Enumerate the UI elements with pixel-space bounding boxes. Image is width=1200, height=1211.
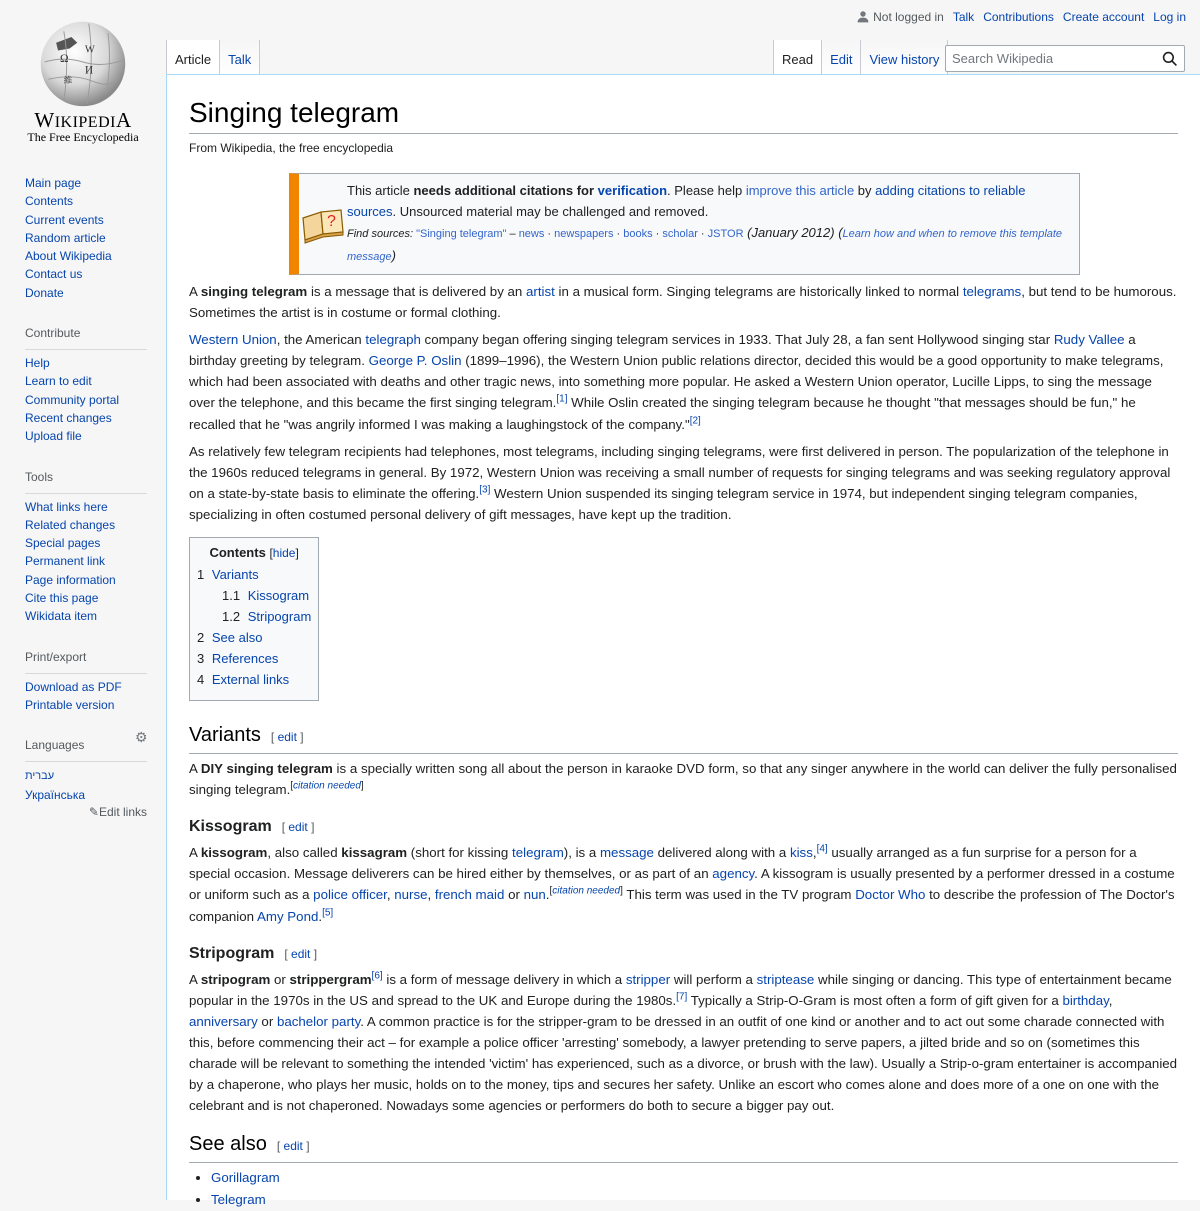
sidebar-item-current-events[interactable]: Current events	[25, 212, 104, 227]
sidebar-navigation	[25, 174, 147, 302]
tab-edit[interactable]: Edit	[822, 40, 861, 75]
link-telegraph[interactable]: telegraph	[365, 332, 421, 348]
sidebar-item-related-changes[interactable]: Related changes	[25, 517, 116, 532]
sidebar-item-community-portal[interactable]: Community portal	[25, 392, 120, 407]
link-agency[interactable]: agency	[712, 866, 755, 882]
svg-text:И: И	[84, 64, 94, 77]
print-export-heading: Print/export	[25, 644, 147, 674]
sidebar-item-page-information[interactable]: Page information	[25, 572, 116, 587]
sidebar-item-main-page[interactable]: Main page	[25, 176, 82, 190]
link-bachelor-party[interactable]: bachelor party	[276, 1013, 361, 1029]
sidebar-item-contents[interactable]: Contents	[25, 194, 74, 209]
toc-hide-toggle[interactable]: hide	[272, 546, 296, 561]
edit-section-kissogram[interactable]: edit	[288, 820, 308, 835]
contribute-heading: Contribute	[25, 320, 147, 350]
sidebar-item-download-pdf[interactable]: Download as PDF	[25, 679, 122, 694]
link-rudy-vallee[interactable]: Rudy Vallee	[1053, 332, 1125, 348]
link-stripper[interactable]: stripper	[625, 971, 671, 987]
section-heading-kissogram: Kissogram [ edit ]	[189, 818, 315, 836]
intro-paragraph-1: A singing telegram is a message that is delivered by an artist in a musical form. Singing telegrams are historically linked to normal telegrams, but tend to be humorous. Sometimes the artist is in costume or formal clothing.	[189, 284, 1177, 321]
link-nurse[interactable]: nurse	[394, 887, 428, 903]
link-police-officer[interactable]: police officer	[313, 887, 387, 903]
wikipedia-wordmark: WIKIPEDIA	[34, 108, 132, 132]
search-input[interactable]	[946, 51, 1146, 66]
search-box	[945, 45, 1185, 72]
adding-citations-link[interactable]: adding citations to reliable sources	[347, 183, 1026, 219]
sidebar	[0, 170, 166, 819]
reference-3[interactable]: [3]	[479, 484, 491, 496]
sidebar-item-cite-this-page[interactable]: Cite this page	[25, 591, 99, 606]
view-tabs	[773, 40, 948, 75]
sidebar-item-printable-version[interactable]: Printable version	[25, 697, 115, 712]
toc-item-external-links[interactable]: 4 External links	[197, 672, 290, 688]
sidebar-item-recent-changes[interactable]: Recent changes	[25, 410, 112, 425]
gear-icon[interactable]: ⚙	[135, 729, 148, 746]
tab-talk[interactable]: Talk	[220, 40, 260, 75]
sidebar-item-lang-ukrainian[interactable]: Українська	[25, 787, 86, 802]
page-title: Singing telegram	[189, 95, 1178, 134]
link-birthday[interactable]: birthday	[1062, 992, 1109, 1008]
tab-view-history[interactable]: View history	[861, 40, 948, 75]
citation-needed-link[interactable]: citation needed	[552, 885, 621, 897]
link-george-oslin[interactable]: George P. Oslin	[368, 353, 462, 369]
kissogram-paragraph: A kissogram, also called kissagram (short for kissing telegram), is a message delivered along with a kiss,[4] usually arranged as a fun surprise for a person for a special occasion. Message deliverers can be hired either by themselves, or as part of an agency. A kissogram is usually presented by a performer dressed in a costume or uniform such as a police officer, nurse, french maid or nun.[citation needed] This term was used in the TV program Doctor Who to describe the profession of The Doctor's companion Amy Pond.[5]	[189, 843, 1175, 924]
search-icon[interactable]	[1162, 51, 1178, 67]
not-logged-in-status: Not logged in	[857, 10, 944, 24]
link-message[interactable]: message	[599, 845, 654, 861]
wikipedia-globe-icon	[35, 14, 131, 110]
sidebar-item-wikidata-item[interactable]: Wikidata item	[25, 609, 98, 624]
see-also-telegram[interactable]: Telegram	[211, 1192, 266, 1208]
find-sources-query-link[interactable]: "Singing telegram"	[416, 228, 507, 240]
link-western-union[interactable]: Western Union	[189, 332, 277, 348]
sidebar-item-special-pages[interactable]: Special pages	[25, 536, 101, 551]
tools-heading: Tools	[25, 464, 147, 494]
edit-section-variants[interactable]: edit	[277, 730, 297, 745]
link-doctor-who[interactable]: Doctor Who	[855, 887, 926, 903]
reference-1[interactable]: [1]	[556, 394, 568, 406]
svg-text:W: W	[84, 44, 95, 56]
contributions-link[interactable]: Contributions	[983, 10, 1054, 24]
verification-link[interactable]: verification	[597, 183, 668, 198]
link-amy-pond[interactable]: Amy Pond	[257, 908, 319, 924]
site-subtitle: From Wikipedia, the free encyclopedia	[189, 141, 394, 155]
tab-article[interactable]: Article	[166, 40, 220, 75]
wikipedia-tagline: The Free Encyclopedia	[27, 130, 139, 144]
sidebar-contribute	[25, 320, 147, 445]
toc-item-stripogram[interactable]: 1.2 Stripogram	[222, 609, 312, 625]
link-french-maid[interactable]: french maid	[434, 887, 505, 903]
sidebar-item-random-article[interactable]: Random article	[25, 230, 106, 245]
find-sources-jstor[interactable]: JSTOR	[707, 228, 744, 240]
reference-5[interactable]: [5]	[322, 907, 334, 919]
intro-paragraph-2: Western Union, the American telegraph company began offering singing telegram services in 1933. That July 28, a fan sent Hollywood singing star Rudy Vallee a birthday greeting by telegram. George P. Oslin (1899–1996), the Western Union public relations director, decided this would be a good opportunity to make telegrams, which had been associated with deaths and other tragic news, into something more popular. He asked a Western Union operator, Lucille Lipps, to sing the message over the telephone, and this became the first singing telegram.[1] While Oslin created the singing telegram because he thought "that messages should be fun," he recalled that he "was angrily informed I was making a laughingstock of the company."[2]	[189, 332, 1164, 432]
article-content	[166, 74, 1200, 1208]
table-of-contents: Contents [hide] 1 Variants 1.1 Kissogram 1.2 Stripogram 2 See also 3 References 4 External links	[189, 537, 319, 701]
sidebar-item-permanent-link[interactable]: Permanent link	[25, 554, 106, 569]
link-telegrams[interactable]: telegrams	[962, 284, 1022, 299]
toc-item-kissogram[interactable]: 1.1 Kissogram	[222, 588, 310, 604]
languages-heading: Languages ⚙	[25, 732, 147, 762]
personal-tools	[857, 10, 1186, 24]
link-anniversary[interactable]: anniversary	[189, 1013, 258, 1029]
learn-remove-template-link[interactable]: Learn how and when to remove this template message	[347, 228, 1063, 263]
section-heading-stripogram: Stripogram [ edit ]	[189, 944, 318, 962]
reference-2[interactable]: [2]	[689, 415, 701, 427]
citation-needed-notice: ? This article needs additional citations for verification. Please help improve this article by adding citations to reliable sources. Unsourced material may be challenged and removed. Find sources: "Singing telegram" – news · newspapers · books · scholar · JSTOR (January 2012) (Learn how and when to remove this template message)	[289, 173, 1080, 275]
variants-paragraph: A DIY singing telegram is a specially written song all about the person in karaoke DVD form, so that any singer anywhere in the world can deliver the fully personalised singing telegram.[citation needed]	[189, 761, 1177, 798]
log-in-link[interactable]: Log in	[1153, 10, 1186, 24]
edit-links-button[interactable]: ✎Edit links	[88, 804, 147, 819]
create-account-link[interactable]: Create account	[1062, 10, 1145, 24]
toc-title: Contents	[209, 545, 266, 561]
see-also-list	[189, 1167, 1178, 1211]
question-book-icon	[299, 204, 347, 244]
edit-section-stripogram[interactable]: edit	[291, 946, 311, 961]
intro-paragraph-3: As relatively few telegram recipients had telephones, most telegrams, including singing telegrams, were first delivered in person. The popularization of the telephone in the 1960s reduced telegrams in general. By 1972, Western Union was receiving a small number of requests for singing telegrams and was seeking regulatory approval on a state-by-state basis to eliminate the offering.[3] Western Union suspended its singing telegram service in 1974, but independent singing telegram companies, specializing in often costumed personal delivery of gift messages, have kept up the tradition.	[189, 443, 1171, 522]
stripogram-paragraph: A stripogram or strippergram[6] is a form of message delivery in which a stripper will perform a striptease while singing or dancing. This type of entertainment became popular in the 1970s in the US and spread to the UK and Europe during the 1980s.[7] Typically a Strip-O-Gram is most often a form of gift given for a birthday, anniversary or bachelor party. A common practice is for the stripper-gram to be dressed in an outfit of one kind or another and to act out some charade connected with this, before commencing their act – for example a police officer 'arresting' somebody, a lawyer pretending to serve papers, a jilted bride and so on (sometimes this charade will be relevant to something the intended 'victim' has experienced, such as a divorce, or brush with the law). Usually a Strip-o-gram entertainer is accompanied by a chaperone, who plays her music, holds on to the money, tips and secures her safety. Unlike an escort who comes alone and does more of a one on one with the celebrant and is not chaperoned. Nowadays some agencies or performers do both to secure a bigger pay out.	[189, 970, 1178, 1114]
see-also-gorillagram[interactable]: Gorillagram	[211, 1170, 280, 1186]
toc-item-see-also[interactable]: 2 See also	[197, 630, 263, 646]
sidebar-item-upload-file[interactable]: Upload file	[25, 429, 82, 444]
svg-text:Ω: Ω	[59, 53, 69, 65]
citation-needed-link[interactable]: citation needed	[293, 780, 361, 792]
sidebar-item-donate[interactable]: Donate	[25, 285, 64, 300]
sidebar-item-contact-us[interactable]: Contact us	[25, 267, 83, 282]
svg-text:?: ?	[327, 213, 336, 230]
namespace-tabs	[166, 40, 260, 75]
sidebar-item-about-wikipedia[interactable]: About Wikipedia	[25, 249, 112, 264]
sidebar-languages	[25, 729, 148, 819]
section-heading-variants: Variants [ edit ]	[189, 721, 1178, 754]
link-striptease[interactable]: striptease	[756, 971, 815, 987]
sidebar-print-export	[25, 644, 147, 715]
tab-read[interactable]: Read	[773, 40, 822, 75]
svg-text:維: 維	[63, 76, 73, 87]
link-nun[interactable]: nun	[523, 887, 546, 903]
link-kiss[interactable]: kiss	[789, 845, 813, 861]
reference-4[interactable]: [4]	[816, 843, 828, 855]
toc-item-variants[interactable]: 1 Variants	[197, 567, 259, 583]
find-sources-scholar[interactable]: scholar	[662, 228, 698, 240]
sidebar-item-learn-to-edit[interactable]: Learn to edit	[25, 374, 92, 389]
sidebar-item-lang-hebrew[interactable]: עברית	[25, 770, 55, 783]
pencil-icon: ✎	[88, 804, 99, 819]
edit-section-see-also[interactable]: edit	[283, 1139, 303, 1154]
improve-article-link[interactable]: improve this article	[745, 183, 855, 198]
personal-talk-link[interactable]: Talk	[952, 10, 975, 24]
find-sources-newspapers[interactable]: newspapers	[554, 228, 614, 240]
sidebar-item-help[interactable]: Help	[25, 356, 50, 371]
link-telegram[interactable]: telegram	[512, 845, 564, 861]
wikipedia-logo[interactable]	[0, 0, 166, 160]
toc-item-references[interactable]: 3 References	[197, 651, 279, 667]
user-icon	[857, 11, 869, 23]
reference-6[interactable]: [6]	[371, 970, 383, 982]
link-artist[interactable]: artist	[526, 284, 555, 299]
find-sources-books[interactable]: books	[623, 228, 653, 240]
find-sources-news[interactable]: news	[518, 228, 545, 240]
section-heading-see-also: See also [ edit ]	[189, 1130, 1178, 1163]
reference-7[interactable]: [7]	[676, 991, 688, 1003]
sidebar-item-what-links-here[interactable]: What links here	[25, 499, 108, 514]
sidebar-tools	[25, 464, 147, 626]
